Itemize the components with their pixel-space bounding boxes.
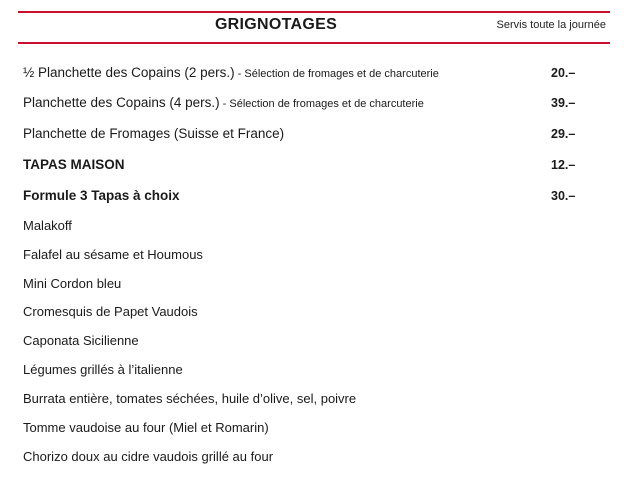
- header-top-rule: [18, 11, 610, 13]
- menu-item-half-planchette: [23, 63, 593, 83]
- item-description: - Sélection de fromages et de charcuterie: [219, 98, 424, 110]
- menu-item-planchette-4: [23, 93, 593, 113]
- tapas-item: Légumes grillés à l’italienne: [23, 362, 183, 377]
- tapas-item: Malakoff: [23, 218, 72, 233]
- item-price: 30.–: [551, 189, 576, 203]
- item-name: Planchette de Fromages (Suisse et France): [23, 126, 285, 141]
- item-name: ½ Planchette des Copains (2 pers.): [23, 65, 235, 80]
- tapas-item: Caponata Sicilienne: [23, 333, 139, 348]
- item-name: Planchette des Copains (4 pers.): [23, 95, 220, 110]
- item-price: 39.–: [551, 96, 576, 110]
- tapas-item: Cromesquis de Papet Vaudois: [23, 304, 198, 319]
- item-name: Formule 3 Tapas à choix: [23, 188, 180, 203]
- item-description: - Sélection de fromages et de charcuterie: [234, 68, 439, 80]
- tapas-item: Chorizo doux au cidre vaudois grillé au four: [23, 449, 274, 464]
- item-price: 12.–: [551, 158, 576, 172]
- serving-note: Servis toute la journée: [496, 19, 606, 31]
- tapas-item: Tomme vaudoise au four (Miel et Romarin): [23, 420, 269, 435]
- tapas-item: Burrata entière, tomates séchées, huile d’olive, sel, poivre: [23, 391, 357, 406]
- item-price: 29.–: [551, 127, 576, 141]
- menu-item-formule-3-tapas: [23, 186, 593, 206]
- section-title: GRIGNOTAGES: [214, 16, 338, 33]
- item-name: TAPAS MAISON: [23, 157, 125, 172]
- tapas-item: Mini Cordon bleu: [23, 276, 122, 291]
- menu-item-planchette-fromages: [23, 124, 593, 144]
- item-price: 20.–: [551, 66, 576, 80]
- menu-item-tapas-maison: [23, 155, 593, 175]
- tapas-item: Falafel au sésame et Houmous: [23, 247, 203, 262]
- header-bottom-rule: [18, 42, 610, 44]
